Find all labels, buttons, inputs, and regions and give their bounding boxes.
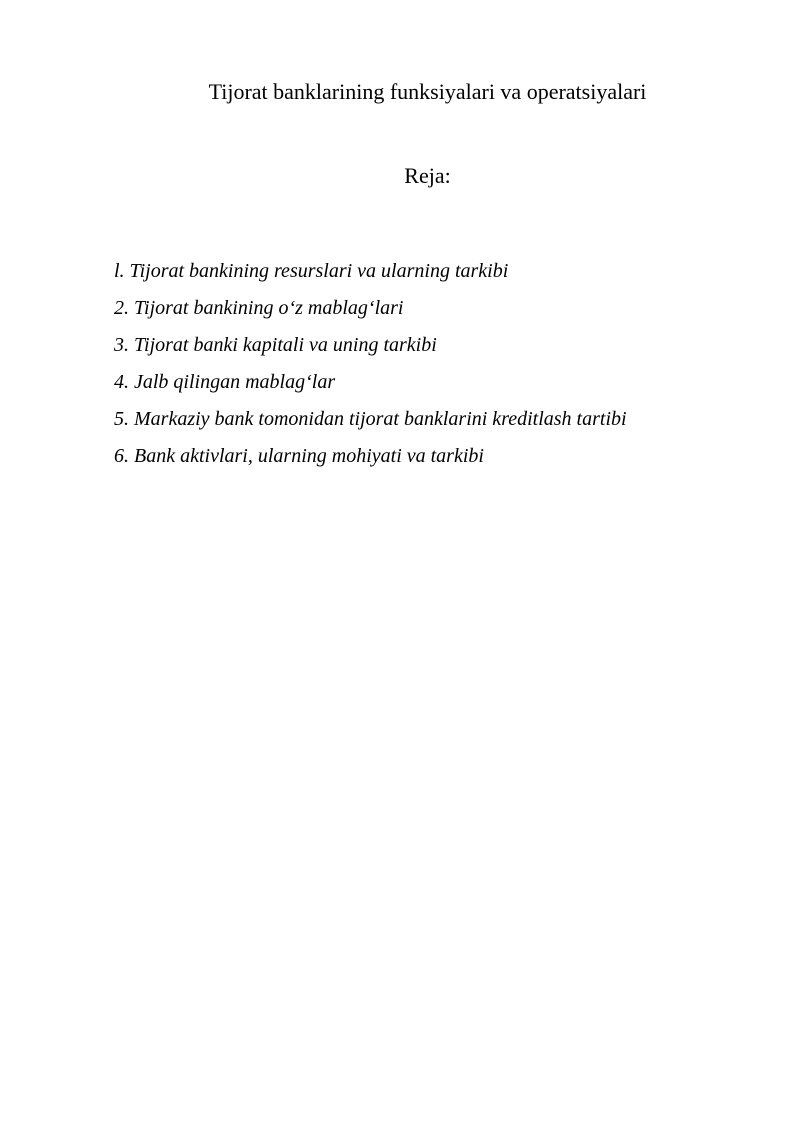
plan-item: 4. Jalb qilingan mablag‘lar: [114, 371, 336, 393]
plan-heading: Reja:: [404, 163, 451, 188]
document-title: Tijorat banklarining funksiyalari va operatsiyalari: [208, 79, 647, 104]
plan-item: 2. Tijorat bankining o‘z mablag‘lari: [114, 297, 404, 319]
plan-item: 6. Bank aktivlari, ularning mohiyati va tarkibi: [114, 445, 484, 467]
plan-item: 3. Tijorat banki kapitali va uning tarkibi: [114, 334, 437, 356]
plan-list: [114, 253, 627, 475]
plan-item: 5. Markaziy bank tomonidan tijorat banklarini kreditlash tartibi: [114, 408, 627, 430]
plan-item: l. Tijorat bankining resurslari va ularning tarkibi: [114, 260, 509, 282]
